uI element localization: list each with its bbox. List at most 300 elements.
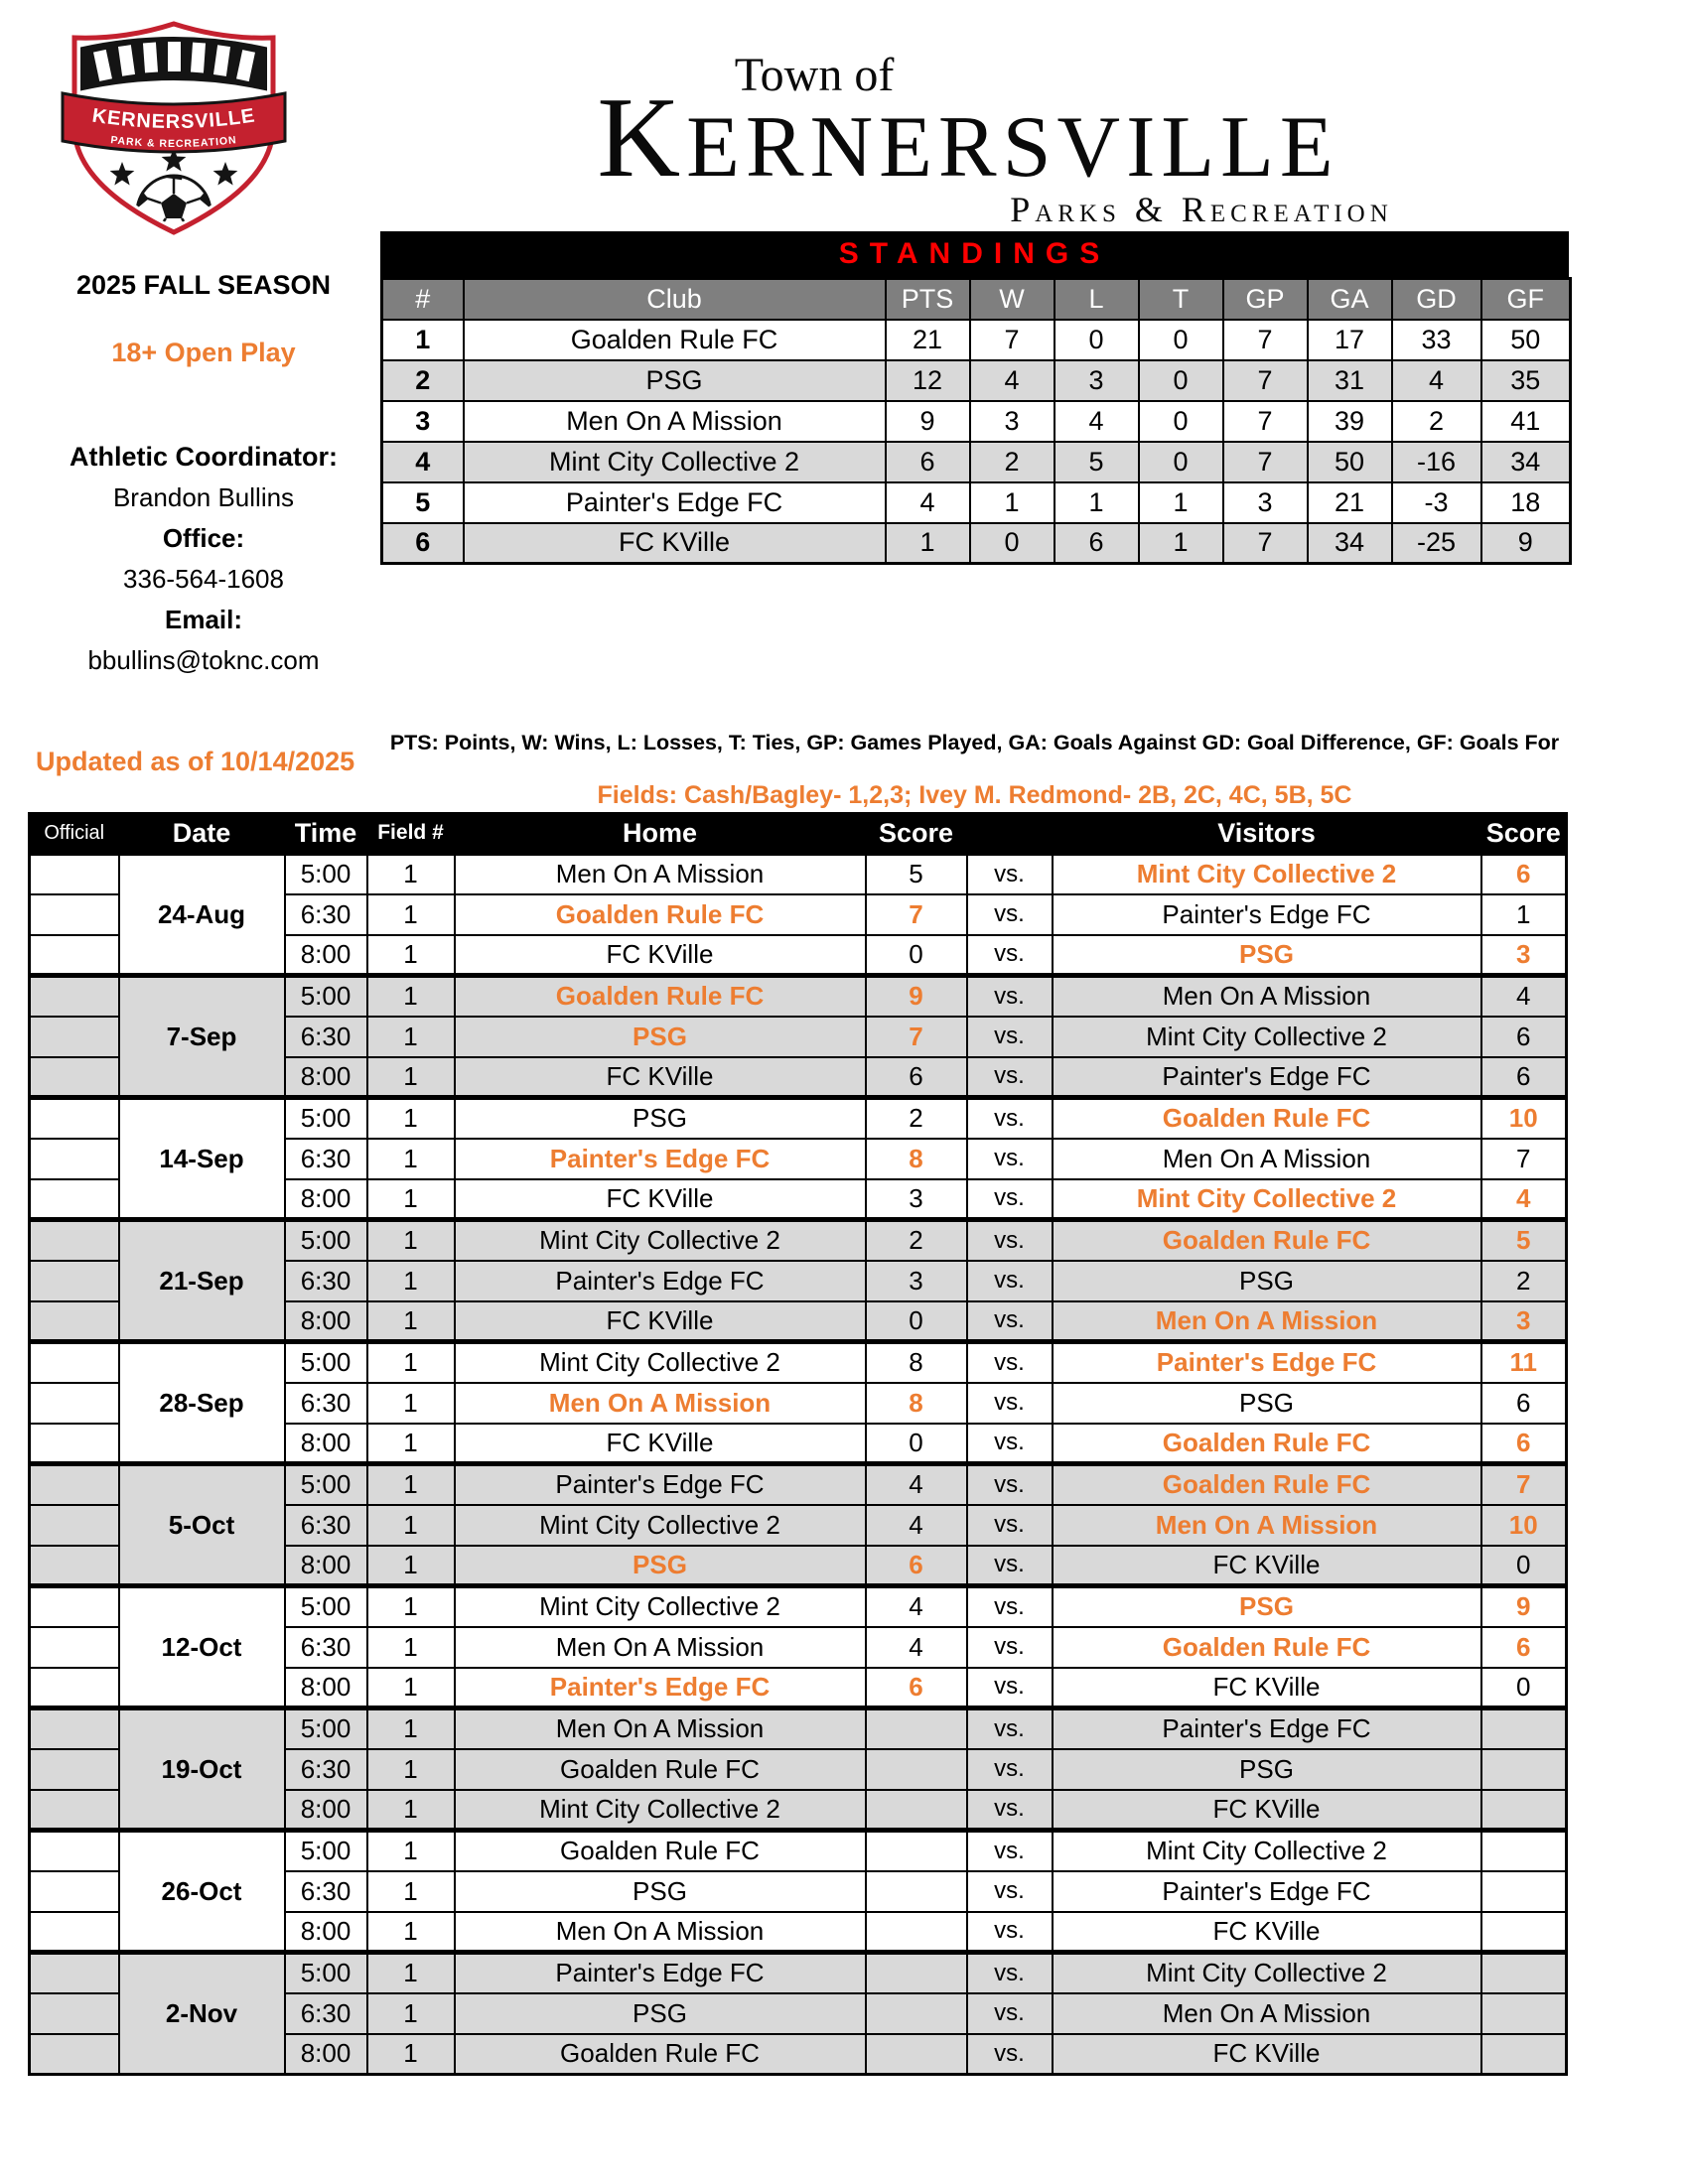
col-header-ga: GA (1308, 279, 1392, 320)
visitor-score-cell (1481, 1708, 1567, 1749)
vs-cell: vs. (967, 1261, 1053, 1301)
rank-cell: 5 (382, 482, 464, 523)
visitor-score-cell (1481, 1871, 1567, 1912)
official-box-cell (30, 1586, 119, 1627)
standings-table (380, 277, 1572, 565)
home-team-cell: FC KVille (455, 1424, 866, 1464)
col-header-gp: GP (1223, 279, 1308, 320)
stat-cell: 7 (970, 320, 1055, 360)
official-box-cell (30, 1342, 119, 1383)
vs-cell: vs. (967, 1912, 1053, 1953)
standings-row (382, 320, 1571, 360)
stat-cell: 9 (1481, 523, 1571, 564)
visitor-score-cell: 11 (1481, 1342, 1567, 1383)
visitor-team-cell: Mint City Collective 2 (1053, 1017, 1481, 1057)
vs-cell: vs. (967, 1627, 1053, 1668)
time-cell: 6:30 (285, 1627, 367, 1668)
field-cell: 1 (367, 894, 455, 935)
field-cell: 1 (367, 1220, 455, 1261)
vs-cell: vs. (967, 935, 1053, 976)
official-box-cell (30, 1749, 119, 1790)
schedule-row (30, 1342, 1567, 1383)
visitor-score-cell (1481, 1993, 1567, 2034)
home-team-cell: Mint City Collective 2 (455, 1790, 866, 1831)
home-team-cell: PSG (455, 1546, 866, 1586)
home-score-cell: 4 (866, 1505, 967, 1546)
date-cell: 21-Sep (119, 1220, 285, 1342)
field-cell: 1 (367, 976, 455, 1017)
home-score-cell (866, 1749, 967, 1790)
coordinator-label: Athletic Coordinator: (70, 442, 338, 472)
field-cell: 1 (367, 1261, 455, 1301)
stat-cell: 6 (886, 442, 970, 482)
vs-cell: vs. (967, 854, 1053, 894)
vs-cell: vs. (967, 1668, 1053, 1708)
email-label: Email: (164, 605, 243, 634)
stat-cell: 1 (1055, 482, 1139, 523)
home-team-cell: Men On A Mission (455, 1912, 866, 1953)
stat-cell: 4 (1055, 401, 1139, 442)
col-header-club: Club (464, 279, 886, 320)
stat-cell: 18 (1481, 482, 1571, 523)
standings-row (382, 482, 1571, 523)
vs-cell: vs. (967, 1464, 1053, 1505)
visitor-score-cell: 6 (1481, 1627, 1567, 1668)
official-box-cell (30, 1301, 119, 1342)
field-cell: 1 (367, 1790, 455, 1831)
visitor-score-cell: 3 (1481, 1301, 1567, 1342)
vs-cell: vs. (967, 1179, 1053, 1220)
vs-cell: vs. (967, 1057, 1053, 1098)
time-cell: 5:00 (285, 1586, 367, 1627)
time-cell: 8:00 (285, 1424, 367, 1464)
home-score-cell (866, 1790, 967, 1831)
town-of-text: Town of (734, 49, 895, 101)
field-cell: 1 (367, 1586, 455, 1627)
date-cell: 26-Oct (119, 1831, 285, 1953)
visitor-team-cell: Painter's Edge FC (1053, 1871, 1481, 1912)
home-score-cell: 6 (866, 1057, 967, 1098)
logo-banner-line2: PARK & RECREATION (109, 134, 238, 151)
date-cell: 14-Sep (119, 1098, 285, 1220)
vs-cell: vs. (967, 1993, 1053, 2034)
col-header-l: L (1055, 279, 1139, 320)
col-header-visitors: Visitors (1053, 814, 1481, 854)
title-rest: ERNERSVILLE (686, 99, 1339, 196)
home-team-cell: Goalden Rule FC (455, 1831, 866, 1871)
visitor-score-cell (1481, 1790, 1567, 1831)
time-cell: 8:00 (285, 2034, 367, 2075)
stat-cell: -3 (1392, 482, 1481, 523)
vs-cell: vs. (967, 1505, 1053, 1546)
time-cell: 5:00 (285, 854, 367, 894)
stat-cell: 2 (970, 442, 1055, 482)
time-cell: 5:00 (285, 1098, 367, 1139)
col-header-t: T (1139, 279, 1223, 320)
official-box-cell (30, 1546, 119, 1586)
home-score-cell (866, 1708, 967, 1749)
time-cell: 5:00 (285, 1953, 367, 1993)
home-score-cell: 4 (866, 1586, 967, 1627)
field-cell: 1 (367, 1953, 455, 1993)
fields-note: Fields: Cash/Bagley- 1,2,3; Ivey M. Redmond- 2B, 2C, 4C, 5B, 5C (597, 781, 1352, 809)
home-team-cell: PSG (455, 1098, 866, 1139)
visitor-team-cell: PSG (1053, 1261, 1481, 1301)
field-cell: 1 (367, 1993, 455, 2034)
stat-cell: 7 (1223, 360, 1308, 401)
home-team-cell: Goalden Rule FC (455, 894, 866, 935)
stat-cell: 9 (886, 401, 970, 442)
time-cell: 6:30 (285, 1139, 367, 1179)
standings-legend: PTS: Points, W: Wins, L: Losses, T: Ties, GP: Games Played, GA: Goals Against GD: Goal Difference, GF: Goals For (389, 731, 1560, 754)
visitor-score-cell: 0 (1481, 1668, 1567, 1708)
field-cell: 1 (367, 2034, 455, 2075)
col-header-rank: # (382, 279, 464, 320)
home-score-cell (866, 1831, 967, 1871)
home-score-cell: 3 (866, 1261, 967, 1301)
home-score-cell: 8 (866, 1342, 967, 1383)
field-cell: 1 (367, 1668, 455, 1708)
schedule-header-row (30, 814, 1567, 854)
official-box-cell (30, 1464, 119, 1505)
schedule-date-group (30, 1220, 1567, 1342)
kernersville-park-recreation-logo (55, 18, 293, 243)
date-cell: 28-Sep (119, 1342, 285, 1464)
official-box-cell (30, 894, 119, 935)
col-header-home-score: Score (866, 814, 967, 854)
col-header-gd: GD (1392, 279, 1481, 320)
stat-cell: -25 (1392, 523, 1481, 564)
email-address: bbullins@toknc.com (87, 645, 320, 675)
home-team-cell: FC KVille (455, 1057, 866, 1098)
vs-cell: vs. (967, 1953, 1053, 1993)
stat-cell: 31 (1308, 360, 1392, 401)
time-cell: 6:30 (285, 1505, 367, 1546)
field-cell: 1 (367, 1179, 455, 1220)
visitor-score-cell (1481, 1749, 1567, 1790)
official-box-cell (30, 1098, 119, 1139)
home-team-cell: Painter's Edge FC (455, 1261, 866, 1301)
visitor-score-cell: 7 (1481, 1139, 1567, 1179)
field-cell: 1 (367, 1831, 455, 1871)
stat-cell: 4 (970, 360, 1055, 401)
schedule-row (30, 1220, 1567, 1261)
visitor-score-cell: 6 (1481, 854, 1567, 894)
visitor-team-cell: Painter's Edge FC (1053, 1342, 1481, 1383)
date-cell: 12-Oct (119, 1586, 285, 1708)
stat-cell: 33 (1392, 320, 1481, 360)
vs-cell: vs. (967, 1708, 1053, 1749)
home-score-cell (866, 1871, 967, 1912)
visitor-team-cell: Goalden Rule FC (1053, 1220, 1481, 1261)
col-header-vs (967, 814, 1053, 854)
time-cell: 8:00 (285, 1301, 367, 1342)
official-box-cell (30, 1057, 119, 1098)
club-cell: Mint City Collective 2 (464, 442, 886, 482)
vs-cell: vs. (967, 2034, 1053, 2075)
time-cell: 6:30 (285, 1017, 367, 1057)
standings-row (382, 360, 1571, 401)
visitor-team-cell: Mint City Collective 2 (1053, 854, 1481, 894)
col-header-field: Field # (367, 814, 455, 854)
home-team-cell: Mint City Collective 2 (455, 1505, 866, 1546)
official-box-cell (30, 2034, 119, 2075)
home-team-cell: Men On A Mission (455, 854, 866, 894)
stat-cell: 3 (970, 401, 1055, 442)
visitor-team-cell: Goalden Rule FC (1053, 1627, 1481, 1668)
visitor-score-cell: 2 (1481, 1261, 1567, 1301)
field-cell: 1 (367, 1342, 455, 1383)
home-score-cell: 4 (866, 1464, 967, 1505)
home-team-cell: Goalden Rule FC (455, 1749, 866, 1790)
stat-cell: 7 (1223, 523, 1308, 564)
time-cell: 8:00 (285, 1546, 367, 1586)
home-score-cell (866, 2034, 967, 2075)
col-header-visitor-score: Score (1481, 814, 1567, 854)
field-cell: 1 (367, 1749, 455, 1790)
schedule-row (30, 1708, 1567, 1749)
visitor-team-cell: Mint City Collective 2 (1053, 1179, 1481, 1220)
shield-soccer-logo-icon (55, 18, 293, 238)
stat-cell: 0 (1139, 360, 1223, 401)
visitor-score-cell (1481, 1953, 1567, 1993)
official-box-cell (30, 1831, 119, 1871)
stat-cell: 4 (1392, 360, 1481, 401)
home-team-cell: PSG (455, 1017, 866, 1057)
visitor-score-cell: 7 (1481, 1464, 1567, 1505)
home-team-cell: Goalden Rule FC (455, 2034, 866, 2075)
official-box-cell (30, 1627, 119, 1668)
schedule-date-group (30, 1953, 1567, 2075)
stat-cell: 0 (970, 523, 1055, 564)
field-cell: 1 (367, 1627, 455, 1668)
home-team-cell: PSG (455, 1871, 866, 1912)
home-team-cell: Painter's Edge FC (455, 1464, 866, 1505)
vs-cell: vs. (967, 1749, 1053, 1790)
club-cell: PSG (464, 360, 886, 401)
club-cell: FC KVille (464, 523, 886, 564)
visitor-team-cell: PSG (1053, 935, 1481, 976)
time-cell: 5:00 (285, 976, 367, 1017)
stat-cell: 34 (1481, 442, 1571, 482)
home-score-cell: 0 (866, 1301, 967, 1342)
stat-cell: 5 (1055, 442, 1139, 482)
stat-cell: 1 (1139, 523, 1223, 564)
office-label: Office: (162, 523, 245, 553)
standings-section (380, 231, 1569, 565)
time-cell: 8:00 (285, 1668, 367, 1708)
stat-cell: 1 (970, 482, 1055, 523)
time-cell: 5:00 (285, 1342, 367, 1383)
schedule-date-group (30, 1342, 1567, 1464)
vs-cell: vs. (967, 1098, 1053, 1139)
home-team-cell: Painter's Edge FC (455, 1668, 866, 1708)
home-team-cell: Men On A Mission (455, 1383, 866, 1424)
official-box-cell (30, 1790, 119, 1831)
home-score-cell (866, 1912, 967, 1953)
time-cell: 5:00 (285, 1708, 367, 1749)
stat-cell: 7 (1223, 401, 1308, 442)
stat-cell: 35 (1481, 360, 1571, 401)
home-score-cell: 6 (866, 1546, 967, 1586)
home-score-cell: 2 (866, 1220, 967, 1261)
stat-cell: 50 (1308, 442, 1392, 482)
field-cell: 1 (367, 1017, 455, 1057)
schedule-row (30, 854, 1567, 894)
stat-cell: 0 (1139, 442, 1223, 482)
vs-cell: vs. (967, 1301, 1053, 1342)
visitor-score-cell: 0 (1481, 1546, 1567, 1586)
official-box-cell (30, 1708, 119, 1749)
schedule-section (28, 812, 1568, 2076)
vs-cell: vs. (967, 1342, 1053, 1383)
visitor-team-cell: Mint City Collective 2 (1053, 1953, 1481, 1993)
visitor-score-cell: 5 (1481, 1220, 1567, 1261)
vs-cell: vs. (967, 1546, 1053, 1586)
home-score-cell: 5 (866, 854, 967, 894)
vs-cell: vs. (967, 1220, 1053, 1261)
official-box-cell (30, 1953, 119, 1993)
stat-cell: 0 (1139, 320, 1223, 360)
schedule-row (30, 1831, 1567, 1871)
home-score-cell: 2 (866, 1098, 967, 1139)
time-cell: 8:00 (285, 935, 367, 976)
date-cell: 24-Aug (119, 854, 285, 976)
visitor-score-cell (1481, 2034, 1567, 2075)
stat-cell: 1 (886, 523, 970, 564)
official-box-cell (30, 1220, 119, 1261)
stat-cell: 17 (1308, 320, 1392, 360)
col-header-pts: PTS (886, 279, 970, 320)
office-phone: 336-564-1608 (123, 564, 284, 594)
standings-header-row (382, 279, 1571, 320)
field-cell: 1 (367, 1708, 455, 1749)
field-cell: 1 (367, 1424, 455, 1464)
visitor-team-cell: Goalden Rule FC (1053, 1464, 1481, 1505)
date-cell: 19-Oct (119, 1708, 285, 1831)
schedule-row (30, 1098, 1567, 1139)
home-team-cell: FC KVille (455, 1301, 866, 1342)
home-score-cell (866, 1993, 967, 2034)
visitor-team-cell: Goalden Rule FC (1053, 1098, 1481, 1139)
club-cell: Goalden Rule FC (464, 320, 886, 360)
visitor-team-cell: FC KVille (1053, 1668, 1481, 1708)
schedule-date-group (30, 976, 1567, 1098)
visitor-score-cell: 6 (1481, 1057, 1567, 1098)
time-cell: 8:00 (285, 1790, 367, 1831)
visitor-team-cell: Men On A Mission (1053, 1301, 1481, 1342)
visitor-team-cell: PSG (1053, 1749, 1481, 1790)
home-team-cell: Painter's Edge FC (455, 1953, 866, 1993)
home-score-cell: 7 (866, 894, 967, 935)
stat-cell: 4 (886, 482, 970, 523)
standings-row (382, 401, 1571, 442)
home-score-cell: 8 (866, 1139, 967, 1179)
vs-cell: vs. (967, 1831, 1053, 1871)
updated-as-of-text: Updated as of 10/14/2025 (36, 747, 355, 776)
time-cell: 6:30 (285, 1993, 367, 2034)
vs-cell: vs. (967, 1139, 1053, 1179)
time-cell: 6:30 (285, 1871, 367, 1912)
vs-cell: vs. (967, 1586, 1053, 1627)
visitor-team-cell: FC KVille (1053, 2034, 1481, 2075)
rank-cell: 6 (382, 523, 464, 564)
vs-cell: vs. (967, 894, 1053, 935)
home-team-cell: Mint City Collective 2 (455, 1220, 866, 1261)
standings-body (382, 320, 1571, 564)
visitor-score-cell: 4 (1481, 976, 1567, 1017)
home-team-cell: PSG (455, 1993, 866, 2034)
home-score-cell: 7 (866, 1017, 967, 1057)
official-box-cell (30, 1261, 119, 1301)
visitor-score-cell: 3 (1481, 935, 1567, 976)
home-score-cell: 4 (866, 1627, 967, 1668)
visitor-team-cell: PSG (1053, 1586, 1481, 1627)
vs-cell: vs. (967, 1383, 1053, 1424)
date-cell: 2-Nov (119, 1953, 285, 2075)
vs-cell: vs. (967, 976, 1053, 1017)
stat-cell: 0 (1055, 320, 1139, 360)
time-cell: 5:00 (285, 1831, 367, 1871)
home-score-cell: 0 (866, 935, 967, 976)
official-box-cell (30, 976, 119, 1017)
schedule-date-group (30, 1831, 1567, 1953)
club-cell: Men On A Mission (464, 401, 886, 442)
field-cell: 1 (367, 854, 455, 894)
field-cell: 1 (367, 935, 455, 976)
home-score-cell: 6 (866, 1668, 967, 1708)
field-cell: 1 (367, 1139, 455, 1179)
home-team-cell: Painter's Edge FC (455, 1139, 866, 1179)
field-cell: 1 (367, 1546, 455, 1586)
visitor-team-cell: Goalden Rule FC (1053, 1424, 1481, 1464)
standings-title-bar (380, 231, 1569, 277)
season-info-sidebar (22, 268, 385, 677)
official-box-cell (30, 1383, 119, 1424)
standings-row (382, 523, 1571, 564)
field-cell: 1 (367, 1383, 455, 1424)
league-name: 18+ Open Play (111, 338, 296, 367)
visitor-score-cell (1481, 1912, 1567, 1953)
coordinator-name: Brandon Bullins (112, 482, 295, 512)
col-header-date: Date (119, 814, 285, 854)
home-score-cell: 0 (866, 1424, 967, 1464)
schedule-table (28, 812, 1568, 2076)
official-box-cell (30, 1179, 119, 1220)
official-box-cell (30, 1139, 119, 1179)
home-team-cell: Mint City Collective 2 (455, 1342, 866, 1383)
standings-title: STANDINGS (838, 237, 1111, 270)
col-header-official: Official (30, 814, 119, 854)
official-box-cell (30, 1017, 119, 1057)
time-cell: 8:00 (285, 1912, 367, 1953)
field-cell: 1 (367, 1505, 455, 1546)
home-team-cell: FC KVille (455, 1179, 866, 1220)
official-box-cell (30, 1505, 119, 1546)
visitor-team-cell: FC KVille (1053, 1546, 1481, 1586)
field-cell: 1 (367, 1301, 455, 1342)
schedule-row (30, 976, 1567, 1017)
schedule-date-group (30, 1098, 1567, 1220)
time-cell: 6:30 (285, 1261, 367, 1301)
schedule-date-group (30, 1708, 1567, 1831)
vs-cell: vs. (967, 1424, 1053, 1464)
rank-cell: 2 (382, 360, 464, 401)
stat-cell: 41 (1481, 401, 1571, 442)
official-box-cell (30, 1871, 119, 1912)
visitor-team-cell: Men On A Mission (1053, 1505, 1481, 1546)
time-cell: 6:30 (285, 1749, 367, 1790)
